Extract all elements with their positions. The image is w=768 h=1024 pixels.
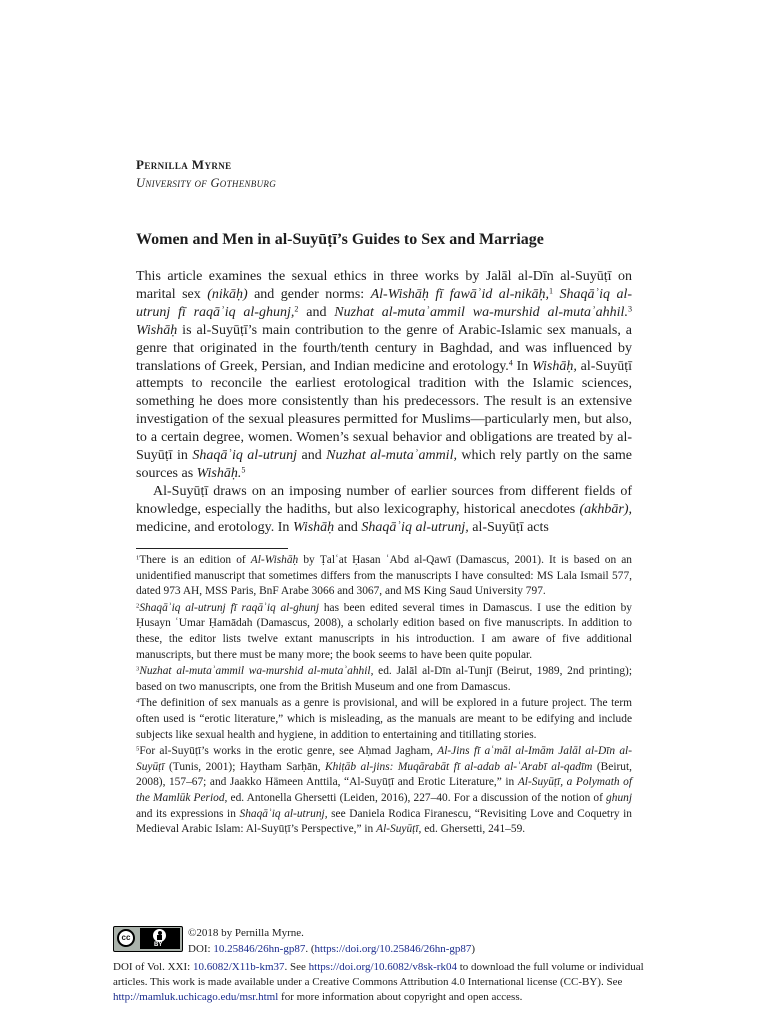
- cc-logo-icon: cc: [117, 929, 135, 947]
- footnotes: [136, 553, 632, 839]
- article-body: [136, 268, 632, 537]
- volume-info: DOI of Vol. XXI: 10.6082/X11b-km37. See https://doi.org/10.6082/v8sk-rk04 to download the full volume or individual articles. This work is made available under a Creative Commons Attribution 4.0 International license (CC-BY). See http://mamluk.uchicago.edu/msr.html for more information about copyright and open access.: [113, 961, 644, 1003]
- person-icon: [153, 929, 166, 942]
- body-paragraph: This article examines the sexual ethics in three works by Jalāl al-Dīn al-Suyūṭī on marital sex (nikāḥ) and gender norms: Al-Wishāḥ fī fawāʾid al-nikāḥ,$^1$ Shaqāʾiq al-utrunj fī raqāʾiq al-ghunj,$^2$ and Nuzhat al-mutaʾammil wa-murshid al-mutaʾahhil.$^3$ Wishāḥ is al-Suyūṭī’s main contribution to the genre of Arabic-Islamic sex manuals, a genre that originated in the fourth/tenth century in Baghdad, and was influenced by translations of Greek, Persian, and Indian medicine and erotology.$^4$ In Wishāḥ, al-Suyūṭī attempts to reconcile the earliest erotological tradition with the Islamic sciences, something he does more consistently than his predecessors. The result is an extensive investigation of the sexual pleasures permitted for Muslims—particularly men, but also, to a certain degree, women. Women’s sexual behavior and obligations are treated by al-Suyūṭī in Shaqāʾiq al-utrunj and Nuzhat al-mutaʾammil, which rely partly on the same sources as Wishāḥ.$^5$: [136, 269, 633, 481]
- footnote-5: $^5$For al-Suyūṭī’s works in the erotic genre, see Aḥmad Jagham, Al-Jins fī aʿmāl al-Imām Jalāl al-Dīn al-Suyūṭī (Tunis, 2001); Haytham Sarḥān, Khiṭāb al-jins: Muqārabāt fī al-adab al-ʿArabī al-qadīm (Beirut, 2008), 157–67; and Jaakko Hämeen Anttila, “Al-Suyūṭī and Erotic Literature,” in Al-Suyūṭī, a Polymath of the Mamlūk Period, ed. Antonella Ghersetti (Leiden, 2016), 227–40. For a discussion of the notion of ghunj and its expressions in Shaqāʾiq al-utrunj, see Daniela Rodica Firanescu, “Revisiting Love and Coquetry in Medieval Arabic Islam: Al-Suyūṭī’s Perspective,” in Al-Suyūṭī, ed. Ghersetti, 241–59.: [136, 745, 633, 836]
- author-name: Pernilla Myrne: [136, 157, 232, 172]
- author-affiliation: University of Gothenburg: [136, 176, 277, 190]
- doi-url-link[interactable]: https://doi.org/10.25846/26hn-gp87: [314, 942, 472, 955]
- doi-line: DOI: 10.25846/26hn-gp87. (https://doi.org/10.25846/26hn-gp87): [188, 942, 476, 955]
- msr-website-link[interactable]: http://mamluk.uchicago.edu/msr.html: [113, 991, 279, 1003]
- footnote-2: $^2$Shaqāʾiq al-utrunj fī raqāʾiq al-ghunj has been edited several times in Damascus. I use the edition by Ḥusayn ʿUmar Ḥamādah (Damascus, 2008), a scholarly edition based on five manuscripts. In addition to these, the editor lists twelve extant manuscripts in his introduction. I am aware of five additional manuscripts, but there must be many more; the book seems to have been quite popular.: [136, 601, 632, 661]
- footnote-3: $^3$Nuzhat al-mutaʾammil wa-murshid al-mutaʾahhil, ed. Jalāl al-Dīn al-Tunjī (Beirut, 1989, 2nd printing); based on two manuscripts, one from the British Museum and one from Damascus.: [136, 665, 632, 693]
- body-paragraph: Al-Suyūṭī draws on an imposing number of earlier sources from different fields of knowledge, especially the hadiths, but also lexicography, historical anecdotes (akhbār), medicine, and erotology. In Wishāḥ and Shaqāʾiq al-utrunj, al-Suyūṭī acts: [136, 483, 632, 535]
- footnote-1: $^1$There is an edition of Al-Wishāḥ by Ṭalʿat Ḥasan ʿAbd al-Qawī (Damascus, 2001). It is based on an unidentified manuscript that sometimes differs from the manuscripts I have consulted: MS Lala Ismail 577, dated 973 AH, MSS Paris, BnF Arabe 3066 and 3067, and MS King Saud University 797.: [136, 554, 632, 598]
- doi-link[interactable]: 10.25846/26hn-gp87: [213, 942, 306, 955]
- volume-doi-link[interactable]: 10.6082/X11b-km37: [192, 961, 285, 973]
- footnote-ref[interactable]: 2: [294, 304, 299, 314]
- copyright-line: ©2018 by Pernilla Myrne.: [188, 927, 304, 939]
- by-attribution-icon: BY: [140, 928, 180, 949]
- footnote-ref[interactable]: 1: [548, 286, 554, 296]
- footnote-ref[interactable]: 3: [627, 304, 632, 314]
- article-title: Women and Men in al-Suyūṭī’s Guides to Sex and Marriage: [136, 231, 544, 248]
- footnote-4: $^4$The definition of sex manuals as a genre is provisional, and will be explored in a future project. The term often used is “erotic literature,” which is misleading, as the manuals are meant to be edifying and include subjects like sexual health and hygiene, in addition to entertaining and titillating stories.: [136, 697, 632, 741]
- footnote-ref[interactable]: 4: [508, 358, 513, 368]
- volume-download-link[interactable]: https://doi.org/10.6082/v8sk-rk04: [308, 961, 457, 973]
- cc-by-license-icon[interactable]: [113, 926, 183, 952]
- license-block: [188, 926, 475, 957]
- footnote-separator: [136, 548, 288, 549]
- footnote-ref[interactable]: 5: [241, 465, 246, 475]
